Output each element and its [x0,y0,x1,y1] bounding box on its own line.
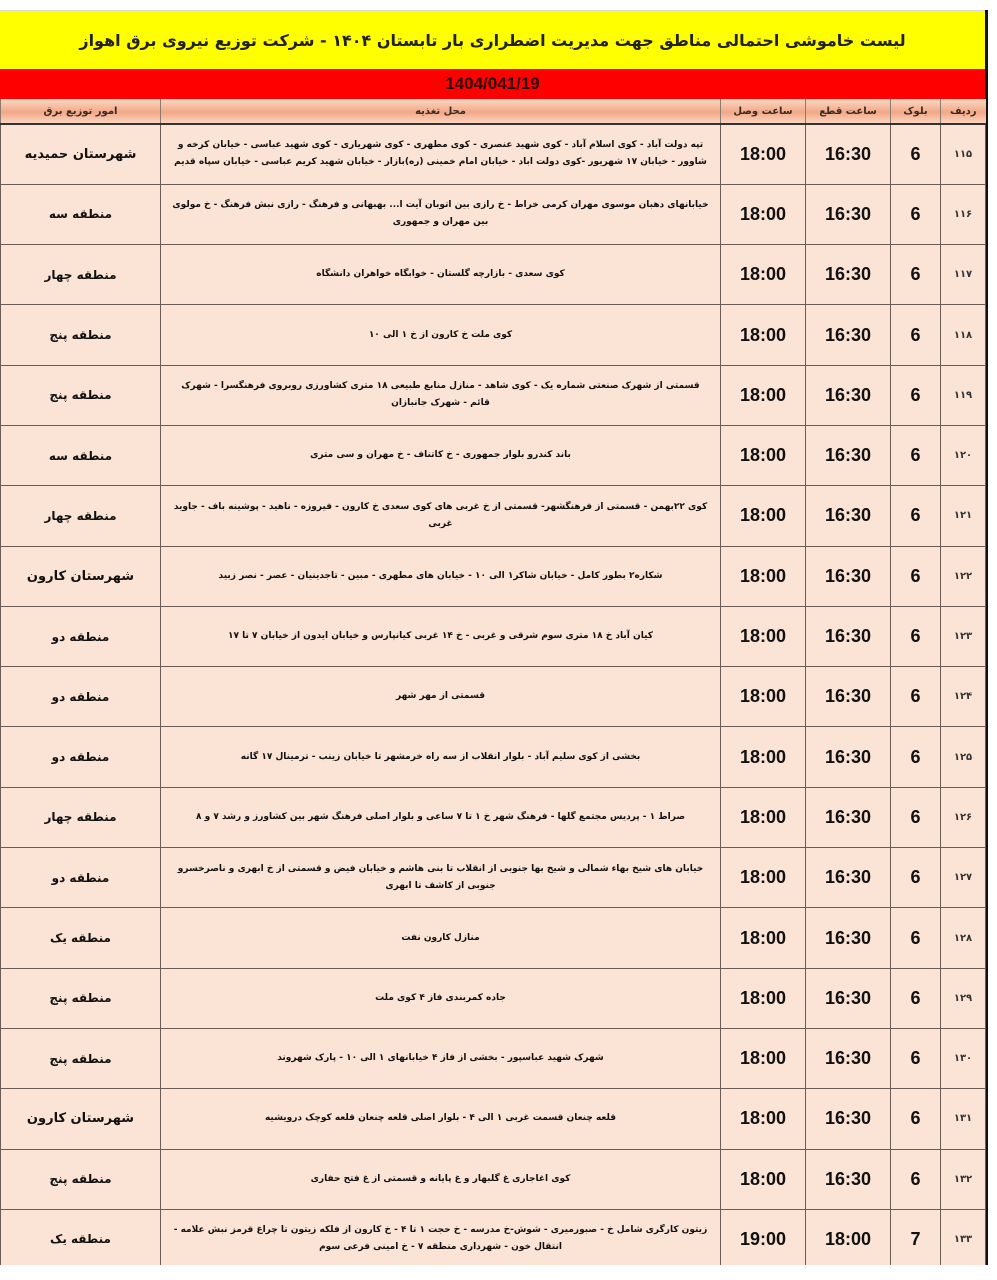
reconnect-time-cell: 18:00 [721,546,806,606]
table-row [1,1149,986,1209]
row-number-cell: ۱۲۸ [941,908,986,968]
reconnect-time-cell: 19:00 [721,1209,806,1269]
block-cell: 6 [891,1089,941,1149]
block-cell: 6 [891,968,941,1028]
cut-time-cell: 16:30 [806,486,891,546]
block-cell: 6 [891,787,941,847]
block-cell: 6 [891,245,941,305]
block-cell: 6 [891,546,941,606]
outage-schedule-sheet [0,10,988,1270]
location-cell: شکاره۲ بطور کامل - خیابان شاکر۱ الی ۱۰ - خیابان های مطهری - مبین - تاجدینیان - عصر - نصر زبید [161,546,721,606]
row-number-cell: ۱۳۳ [941,1209,986,1269]
location-cell: کوی اغاجاری غ گلبهار و غ پایانه و قسمتی از غ فتح حفاری [161,1149,721,1209]
location-cell: کوی سعدی - بازارچه گلستان - خوابگاه خواهران دانشگاه [161,245,721,305]
header-reconnect-time: ساعت وصل [721,99,806,124]
table-row [1,245,986,305]
cut-time-cell: 16:30 [806,667,891,727]
row-number-cell: ۱۳۲ [941,1149,986,1209]
block-cell: 6 [891,365,941,425]
table-header-row [1,99,986,124]
district-cell: منطقه دو [1,848,161,908]
reconnect-time-cell: 18:00 [721,1149,806,1209]
district-cell: منطقه پنج [1,365,161,425]
reconnect-time-cell: 18:00 [721,1028,806,1088]
reconnect-time-cell: 18:00 [721,486,806,546]
location-cell: کوی ۲۲بهمن - قسمتی از فرهنگشهر- قسمتی از خ غربی های کوی سعدی خ کارون - فیروزه - ناهید - پوشینه باف - جاوید غربی [161,486,721,546]
cut-time-cell: 16:30 [806,848,891,908]
cut-time-cell: 16:30 [806,425,891,485]
page-bottom-margin [0,1265,997,1280]
cut-time-cell: 16:30 [806,365,891,425]
reconnect-time-cell: 18:00 [721,245,806,305]
table-row [1,1209,986,1269]
location-cell: قسمتی از مهر شهر [161,667,721,727]
table-row [1,787,986,847]
location-cell: بخشی از کوی سلیم آباد - بلوار انقلاب از سه راه خرمشهر تا خیابان زینب - ترمینال ۱۷ گانه [161,727,721,787]
district-cell: منطقه پنج [1,1028,161,1088]
location-cell: کوی ملت خ کارون از خ ۱ الی ۱۰ [161,305,721,365]
reconnect-time-cell: 18:00 [721,305,806,365]
location-cell: تپه دولت آباد - کوی اسلام آباد - کوی شهید عنصری - کوی مطهری - کوی شهریاری - کوی شهید عباسی - خیابان کرخه و شاوور - خیابان ۱۷ شهریور -کوی دولت اباد - خیابان امام خمینی (ره)بازار - خیابان شهید کریم عباسی - خیابان سپاه قدیم [161,124,721,184]
table-body [1,124,986,1270]
district-cell: شهرستان حمیدیه [1,124,161,184]
location-cell: منازل کارون نفت [161,908,721,968]
district-cell: منطقه دو [1,727,161,787]
block-cell: 6 [891,727,941,787]
cut-time-cell: 16:30 [806,968,891,1028]
row-number-cell: ۱۲۰ [941,425,986,485]
cut-time-cell: 16:30 [806,606,891,666]
location-cell: قلعه چنعان قسمت غربی ۱ الی ۴ - بلوار اصلی قلعه چنعان قلعه کوچک درویشیه [161,1089,721,1149]
district-cell: منطقه چهار [1,486,161,546]
table-row [1,184,986,244]
cut-time-cell: 16:30 [806,908,891,968]
district-cell: منطقه پنج [1,1149,161,1209]
row-number-cell: ۱۱۹ [941,365,986,425]
header-block: بلوک [891,99,941,124]
table-row [1,486,986,546]
date-banner [0,69,985,99]
row-number-cell: ۱۲۴ [941,667,986,727]
block-cell: 6 [891,425,941,485]
district-cell: منطقه دو [1,606,161,666]
cut-time-cell: 16:30 [806,1089,891,1149]
row-number-cell: ۱۳۱ [941,1089,986,1149]
cut-time-cell: 16:30 [806,245,891,305]
table-row [1,908,986,968]
row-number-cell: ۱۳۰ [941,1028,986,1088]
location-cell: کیان آباد خ ۱۸ متری سوم شرقی و غربی - خ ۱۴ غربی کیانپارس و خیابان ایدون از خیابان ۷ تا ۱۷ [161,606,721,666]
reconnect-time-cell: 18:00 [721,184,806,244]
table-row [1,968,986,1028]
cut-time-cell: 16:30 [806,727,891,787]
cut-time-cell: 16:30 [806,184,891,244]
cut-time-cell: 16:30 [806,305,891,365]
row-number-cell: ۱۲۷ [941,848,986,908]
row-number-cell: ۱۲۲ [941,546,986,606]
table-row [1,546,986,606]
table-row [1,667,986,727]
document-date: 1404/041/19 [445,74,540,93]
cut-time-cell: 16:30 [806,1149,891,1209]
district-cell: منطقه یک [1,908,161,968]
row-number-cell: ۱۲۵ [941,727,986,787]
district-cell: منطقه یک [1,1209,161,1269]
district-cell: منطقه چهار [1,245,161,305]
location-cell: صراط ۱ - پردیس مجتمع گلها - فرهنگ شهر خ ۱ تا ۷ ساعی و بلوار اصلی فرهنگ شهر بین کشاورز و رشد ۷ و ۸ [161,787,721,847]
reconnect-time-cell: 18:00 [721,848,806,908]
block-cell: 6 [891,124,941,184]
cut-time-cell: 16:30 [806,787,891,847]
reconnect-time-cell: 18:00 [721,425,806,485]
district-cell: منطقه پنج [1,305,161,365]
table-row [1,425,986,485]
location-cell: خیابانهای دهبان موسوی مهران کرمی خراط - خ رازی بین اتوبان آیت ا... بهبهانی و فرهنگ - رازی نبش فرهنگ - خ مولوی بین مهران و جمهوری [161,184,721,244]
district-cell: منطقه دو [1,667,161,727]
reconnect-time-cell: 18:00 [721,787,806,847]
row-number-cell: ۱۲۹ [941,968,986,1028]
block-cell: 6 [891,606,941,666]
district-cell: شهرستان کارون [1,546,161,606]
reconnect-time-cell: 18:00 [721,667,806,727]
block-cell: 6 [891,305,941,365]
location-cell: باند کندرو بلوار جمهوری - خ کاتناف - خ مهران و سی متری [161,425,721,485]
outage-table [0,99,986,1270]
district-cell: منطقه سه [1,425,161,485]
header-district: امور توزیع برق [1,99,161,124]
district-cell: شهرستان کارون [1,1089,161,1149]
block-cell: 6 [891,1028,941,1088]
title-banner [0,10,985,69]
row-number-cell: ۱۱۸ [941,305,986,365]
row-number-cell: ۱۲۳ [941,606,986,666]
cut-time-cell: 16:30 [806,124,891,184]
header-row-no: ردیف [941,99,986,124]
location-cell: زیتون کارگری شامل خ - صبورمیری - شوش-خ مدرسه - خ حجت ۱ تا ۴ - خ کارون از فلکه زیتون تا چراغ قرمز نبش علامه - انتقال خون - شهرداری منطقه ۷ - خ امینی فرعی سوم [161,1209,721,1269]
header-location: محل تغذیه [161,99,721,124]
table-row [1,1089,986,1149]
reconnect-time-cell: 18:00 [721,968,806,1028]
table-row [1,1028,986,1088]
table-row [1,727,986,787]
cut-time-cell: 16:30 [806,1028,891,1088]
district-cell: منطقه چهار [1,787,161,847]
table-row [1,124,986,184]
reconnect-time-cell: 18:00 [721,908,806,968]
reconnect-time-cell: 18:00 [721,365,806,425]
table-row [1,606,986,666]
district-cell: منطقه سه [1,184,161,244]
location-cell: قسمتی از شهرک صنعتی شماره یک - کوی شاهد - منازل منابع طبیعی ۱۸ متری کشاورزی روبروی فرهنگسرا - شهرک قائم - شهرک جانبازان [161,365,721,425]
table-row [1,365,986,425]
row-number-cell: ۱۱۵ [941,124,986,184]
table-row [1,305,986,365]
row-number-cell: ۱۲۱ [941,486,986,546]
document-title: لیست خاموشی احتمالی مناطق جهت مدیریت اضطراری بار تابستان ۱۴۰۴ - شرکت توزیع نیروی برق اهواز [79,30,906,50]
block-cell: 7 [891,1209,941,1269]
reconnect-time-cell: 18:00 [721,124,806,184]
block-cell: 6 [891,908,941,968]
location-cell: خیابان های شیخ بهاء شمالی و شیخ بها جنوبی از انقلاب تا بنی هاشم و خیابان فیض و قسمتی از خ ابهری و ناصرخسرو جنوبی از کاشف تا ابهری [161,848,721,908]
district-cell: منطقه پنج [1,968,161,1028]
block-cell: 6 [891,486,941,546]
location-cell: جاده کمربندی فاز ۴ کوی ملت [161,968,721,1028]
header-cut-time: ساعت قطع [806,99,891,124]
table-row [1,848,986,908]
location-cell: شهرک شهید عباسپور - بخشی از فاز ۴ خیابانهای ۱ الی ۱۰ - پارک شهروند [161,1028,721,1088]
cut-time-cell: 16:30 [806,546,891,606]
row-number-cell: ۱۱۶ [941,184,986,244]
reconnect-time-cell: 18:00 [721,727,806,787]
block-cell: 6 [891,184,941,244]
row-number-cell: ۱۱۷ [941,245,986,305]
cut-time-cell: 18:00 [806,1209,891,1269]
block-cell: 6 [891,848,941,908]
reconnect-time-cell: 18:00 [721,1089,806,1149]
block-cell: 6 [891,667,941,727]
row-number-cell: ۱۲۶ [941,787,986,847]
block-cell: 6 [891,1149,941,1209]
reconnect-time-cell: 18:00 [721,606,806,666]
